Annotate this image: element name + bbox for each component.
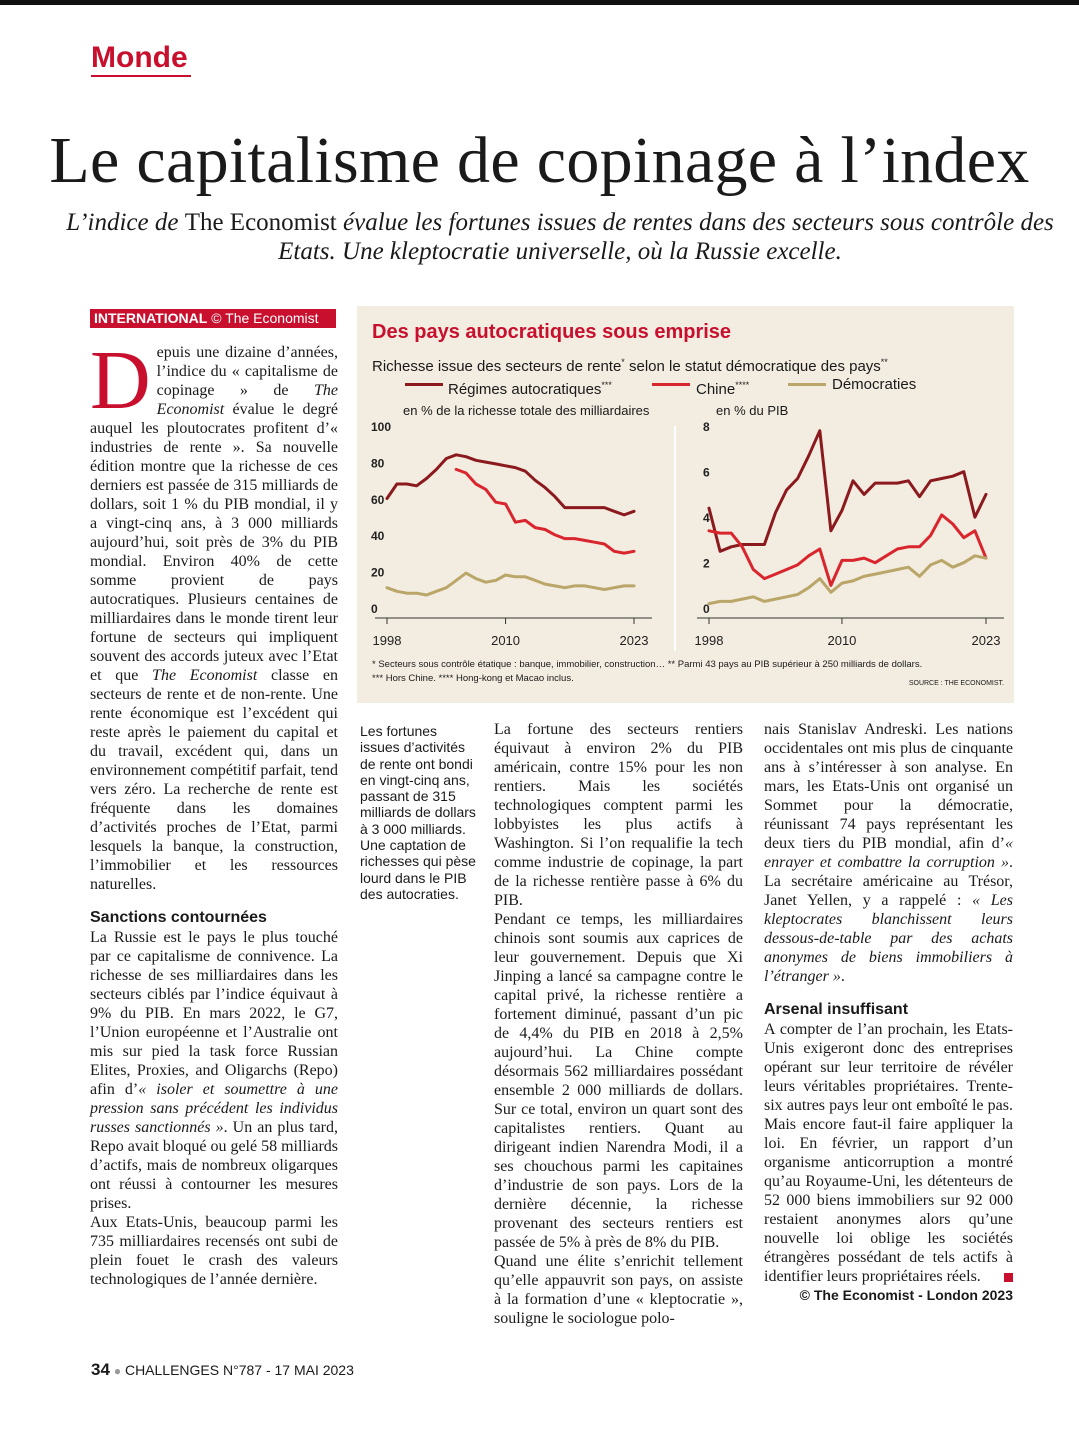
- y-tick-label: 40: [371, 529, 385, 544]
- text-run: epuis une dizaine d’années, l’indice du « capitalisme de copinage » de: [156, 344, 338, 399]
- x-tick-label: 1998: [694, 633, 724, 648]
- paragraph: [90, 928, 338, 1213]
- deck: [60, 208, 1060, 266]
- page-number: 34: [91, 1360, 110, 1379]
- drop-cap: D: [90, 334, 151, 427]
- y-tick-label: 0: [703, 602, 710, 616]
- chart-note-2: *** Hors Chine. **** Hong-kong et Macao inclus.: [372, 673, 574, 684]
- article-credit: © The Economist - London 2023: [799, 1287, 1013, 1303]
- x-tick-label: 2023: [619, 633, 649, 648]
- text-run: . La secrétaire américaine au Trésor, Janet Yellen, y a rappelé :: [764, 854, 1013, 909]
- chart-subtitle-text: selon le statut démocratique des pays: [624, 358, 881, 375]
- article-column-3: [494, 720, 743, 1328]
- subhead-arsenal: Arsenal insuffisant: [764, 1001, 909, 1018]
- y-tick-label: 4: [703, 511, 710, 525]
- x-tick-label: 2010: [827, 633, 857, 648]
- subhead-sanctions: Sanctions contournées: [90, 909, 267, 926]
- text-run: nais Stanislav Andreski. Les nations occidentales ont mis plus de cinquante ans à s’intéresser à son analyse. En mars, les Etats-Unis ont organisé un Sommet pour la démocratie, réunissant 74 pays représentant les deux tiers du PIB mondial, afin d’: [764, 721, 1013, 852]
- text-run-italic: The Economist: [156, 382, 338, 418]
- right-chart-unit: en % du PIB: [716, 403, 789, 418]
- x-tick-label: 2023: [971, 633, 1001, 648]
- tagline-label: INTERNATIONAL: [94, 310, 208, 326]
- end-mark-icon: [1004, 1273, 1013, 1282]
- y-tick-label: 100: [371, 420, 392, 434]
- chart-title: Des pays autocratiques sous emprise: [372, 321, 732, 343]
- headline: Le capitalisme de copinage à l’index: [49, 124, 1030, 197]
- text-run: classe en secteurs de rente et de non-rente. Une rente économique est l’excédent qui reste après le paiement du capital et du travail, excédent qui, dans un environnement compétitif parfait, tend vers zéro. La recherche de rente est fréquente dans les domaines d’activités proches de l’Etat, parmi lesquels la banque, la construction, l’immobilier et les ressources naturelles.: [90, 667, 338, 893]
- y-tick-label: 20: [371, 565, 385, 580]
- section-underline: [91, 75, 191, 77]
- x-tick-label: 1998: [372, 633, 402, 648]
- text-run-italic: The Economist: [152, 667, 258, 684]
- deck-part1: L’indice de: [66, 209, 179, 236]
- legend-label: Chine: [696, 381, 736, 398]
- text-run: La Russie est le pays le plus touché par ce capitalisme de connivence. La richesse de ses milliardaires dans les secteurs ciblés par l’indice équivaut à 9% du PIB. En mars 2022, le G7, l’Union européenne et l’Australie ont mis sur pied la task force Russian Elites, Proxies, and Oligarchs (Repo) afin d’: [90, 929, 338, 1098]
- page-footer: [91, 1360, 354, 1381]
- paragraph: La fortune des secteurs rentiers équivaut à environ 2% du PIB américain, contre 15% pour les non rentiers. Mais les sociétés technologiques comptent parmi les lobbyistes les plus actifs à Washington. Si l’on requalifie la tech comme industrie de copinage, la part de la richesse rentière passe à 6% du PIB.: [494, 721, 743, 909]
- line-charts: [357, 306, 1014, 703]
- tagline: [90, 309, 336, 328]
- magazine-issue: CHALLENGES N°787 - 17 MAI 2023: [124, 1362, 354, 1378]
- paragraph: [764, 1020, 1013, 1286]
- y-tick-label: 2: [703, 556, 710, 571]
- footnote-mark: *: [621, 357, 625, 367]
- x-tick-label: 2010: [491, 633, 521, 648]
- footnote-mark: ***: [601, 380, 612, 390]
- photo-caption: Les fortunes issues d’activités de rente ont bondi en vingt-cinq ans, passant de 315 milliards de dollars à 3 000 milliards. Une captation de richesses qui pèse lourd dans le PIB des autocraties.: [360, 723, 476, 902]
- top-rule: [0, 0, 1079, 5]
- bullet-icon: ●: [113, 1364, 122, 1378]
- deck-brand: The Economist: [184, 209, 337, 236]
- y-tick-label: 8: [703, 420, 710, 434]
- footnote-mark: **: [880, 357, 888, 367]
- legend-democracies: Démocraties: [832, 376, 917, 393]
- paragraph: [764, 720, 1013, 986]
- y-tick-label: 6: [703, 465, 710, 480]
- article-column-4: [764, 720, 1013, 1286]
- series-line-r-gimes-autocratiques: [709, 431, 986, 552]
- y-tick-label: 60: [371, 492, 385, 507]
- footnote-mark: ****: [735, 380, 750, 390]
- paragraph: [90, 334, 338, 894]
- left-chart-unit: en % de la richesse totale des milliardaires: [403, 403, 650, 418]
- text-run: évalue le degré auquel les ploutocrates profitent d’« industries de rente ». Sa nouvelle édition montre que la richesse de ces derniers est passée de 315 milliards de dollars, soit 1 % du PIB mondial, il y a vingt-cinq ans, à 3 000 milliards aujourd’hui, soit près de 3% du PIB mondial. Environ 40% de cette somme provient de pays autocratiques. Plusieurs centaines de milliardaires dans le monde tirent leur fortune de secteurs qui impliquent souvent des accords juteux avec l’Etat et que: [90, 401, 338, 684]
- text-run: A compter de l’an prochain, les Etats-Unis exigeront donc des entreprises opérant sur leur territoire de révéler leurs véritables propriétaires. Trente-six autres pays leur ont emboîté le pas. Mais encore faut-il faire appliquer la loi. En février, un rapport d’un organisme anticorruption a montré qu’au Royaume-Uni, les détenteurs de 52 000 biens immobiliers sur 92 000 restaient anonymes alors qu’une nouvelle loi oblige les sociétés étrangères possédant de tels actifs à identifier leurs propriétaires réels.: [764, 1021, 1013, 1285]
- paragraph: Pendant ce temps, les milliardaires chinois sont soumis aux caprices de leur gouvernement. Depuis que Xi Jinping a lancé sa campagne contre le capital privé, la richesse rentière a fortement diminué, passant d’un pic de 4,4% du PIB en 2018 à 2,5% aujourd’hui. La Chine compte désormais 562 milliardaires possédant ensemble 2 000 milliards de dollars. Sur ce total, environ un quart sont des capitalistes rentiers. Quant au dirigeant indien Narendra Modi, il a ses chouchous parmi les capitaines d’industrie de son pays. Lors de la dernière décennie, la richesse provenant des secteurs rentiers est passée de 5% à près de 8% du PIB.: [494, 911, 743, 1251]
- paragraph: Aux Etats-Unis, beaucoup parmi les 735 milliardaires recensés ont subi de plein fouet le crash des valeurs technologiques de l’année dernière.: [90, 1214, 338, 1288]
- quote-italic: « enrayer et combattre la corruption »: [764, 835, 1013, 871]
- chart-subtitle-text: Richesse issue des secteurs de rente: [372, 358, 622, 375]
- series-line-chine: [709, 515, 986, 586]
- y-tick-label: 0: [371, 602, 378, 616]
- chart-note-1: * Secteurs sous contrôle étatique : banque, immobilier, construction… ** Parmi 43 pays au PIB supérieur à 250 milliards de dollars.: [372, 659, 923, 670]
- y-tick-label: 80: [371, 456, 385, 471]
- deck-part2: évalue les fortunes issues de rentes dans des secteurs sous contrôle des Etats. Une kleptocratie universelle, où la Russie excelle.: [278, 209, 1054, 265]
- series-line-chine: [456, 469, 634, 553]
- chart-source: SOURCE : THE ECONOMIST.: [908, 680, 1004, 687]
- paragraph: Quand une élite s’enrichit tellement qu’elle appauvrit son pays, on assiste à la formation d’une « kleptocratie », souligne le sociologue polo-: [494, 1253, 743, 1327]
- series-line-d-mocraties: [387, 573, 634, 595]
- series-line-r-gimes-autocratiques: [387, 455, 634, 515]
- section-label: Monde: [91, 41, 188, 74]
- quote-italic: « isoler et soumettre à une pression sans précédent les individus russes sanctionnés »: [90, 1081, 338, 1136]
- text-run: .: [840, 968, 845, 985]
- legend-label: Régimes autocratiques: [448, 381, 602, 398]
- quote-italic: « Les kleptocrates blanchissent leurs dessous-de-table par des achats anonymes de biens immobiliers à l’étranger »: [764, 892, 1013, 985]
- text-run: . Un an plus tard, Repo avait bloqué ou gelé 58 milliards d’actifs, mais de nombreux oligarques ont réussi à contourner les mesures prises.: [90, 1119, 338, 1212]
- tagline-source: © The Economist: [211, 310, 319, 326]
- article-column-1: [90, 334, 338, 1289]
